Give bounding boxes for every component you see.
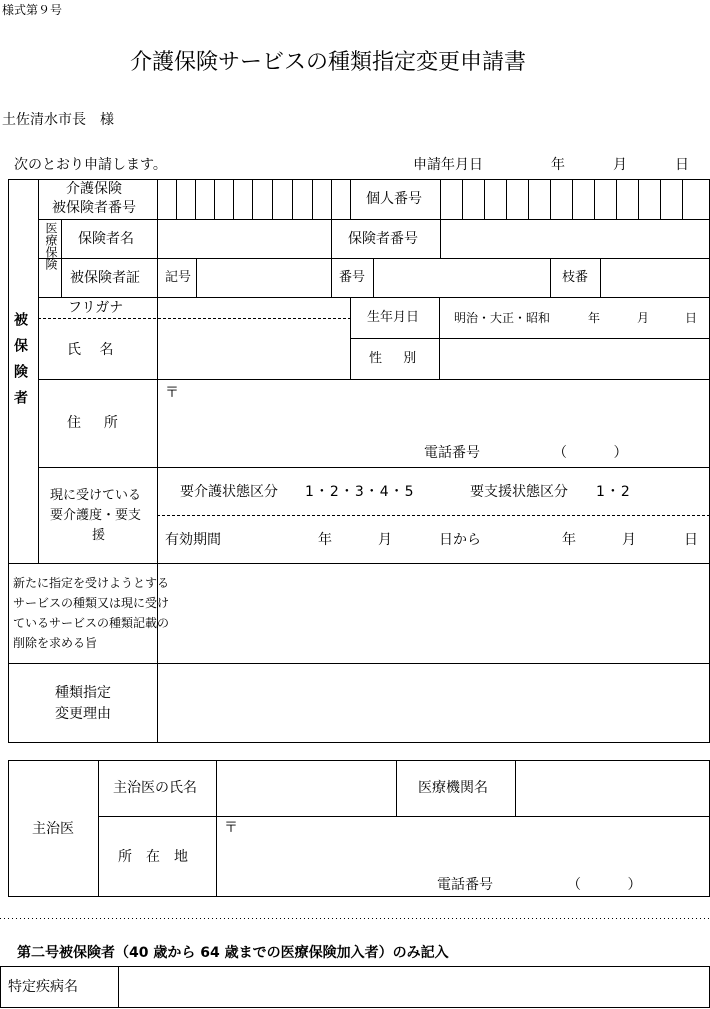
doctor-location-label: 所 在 地 <box>118 849 188 865</box>
page-title <box>130 50 710 75</box>
insurer-number-field[interactable] <box>441 220 709 258</box>
care-level-label-3: 援 <box>92 528 106 543</box>
my-number-label: 個人番号 <box>366 191 422 207</box>
furigana-label: フリガナ <box>68 300 124 316</box>
second-insured-note: 第二号被保険者（40 歳から 64 歳までの医療保険加入者）のみ記入 <box>17 945 449 961</box>
support-level-category-label: 要支援状態区分 <box>470 484 568 500</box>
care-level-category-label: 要介護状態区分 <box>180 484 278 500</box>
insured-tel-paren: （ ） <box>553 445 628 461</box>
care-level-label-1: 現に受けている <box>50 488 142 503</box>
medical-institution-label: 医療機関名 <box>418 780 488 796</box>
validity-to-month: 月 <box>622 532 636 548</box>
name-label: 氏 名 <box>67 342 114 358</box>
doctor-name-label: 主治医の氏名 <box>113 780 197 796</box>
sex-field[interactable] <box>440 339 709 379</box>
validity-from-day: 日から <box>439 532 481 548</box>
validity-to-day: 日 <box>684 532 698 548</box>
address-label: 住 所 <box>67 415 118 431</box>
kaigo-number-label-1: 介護保険 <box>66 181 122 197</box>
apply-date-day: 日 <box>675 157 689 173</box>
card-symbol-field[interactable] <box>197 259 331 297</box>
request-label-4: 削除を求める旨 <box>13 636 98 650</box>
birthdate-month: 月 <box>637 311 650 325</box>
form-number: 様式第９号 <box>2 3 63 17</box>
birthdate-year: 年 <box>588 311 601 325</box>
birthdate-label: 生年月日 <box>367 310 420 325</box>
request-field[interactable] <box>158 564 709 663</box>
care-level-options: 1・2・3・4・5 <box>305 484 415 500</box>
care-level-label-2: 要介護度・要支 <box>50 508 142 523</box>
apply-date-year: 年 <box>551 157 565 173</box>
name-field[interactable] <box>158 319 350 379</box>
validity-from-year: 年 <box>318 532 332 548</box>
card-number-label: 番号 <box>339 270 366 285</box>
intro-text: 次のとおり申請します。 <box>14 157 167 173</box>
request-label-1: 新たに指定を受けようとする <box>13 576 170 590</box>
specified-disease-field[interactable] <box>119 967 709 1007</box>
card-branch-label: 枝番 <box>562 270 589 285</box>
reason-field[interactable] <box>158 664 709 742</box>
reason-label-2: 変更理由 <box>55 706 111 722</box>
validity-from-month: 月 <box>378 532 392 548</box>
insurer-number-label: 保険者番号 <box>348 231 418 247</box>
doctor-name-field[interactable] <box>217 761 396 816</box>
medical-insurance-label: 医療保険 <box>44 222 58 270</box>
medical-institution-field[interactable] <box>516 761 709 816</box>
card-branch-field[interactable] <box>601 259 709 297</box>
doctor-section-label: 主治医 <box>32 821 74 837</box>
page-title-text: 介護保険サービスの種類指定変更申請書 <box>130 50 527 75</box>
apply-date-label: 申請年月日 <box>413 157 483 173</box>
insured-card-label: 被保険者証 <box>70 270 140 286</box>
insurer-name-label: 保険者名 <box>78 231 134 247</box>
birthdate-eras: 明治・大正・昭和 <box>454 311 551 325</box>
doctor-tel-label: 電話番号 <box>437 877 493 893</box>
insured-tel-label: 電話番号 <box>424 445 480 461</box>
sex-label: 性 別 <box>369 351 417 366</box>
support-level-options: 1・2 <box>596 484 631 500</box>
insurer-name-field[interactable] <box>158 220 331 258</box>
apply-date-month: 月 <box>613 157 627 173</box>
validity-to-year: 年 <box>562 532 576 548</box>
insured-section-label: 被保険者 <box>12 312 28 416</box>
addressee: 土佐清水市長 様 <box>2 112 114 128</box>
birthdate-day: 日 <box>685 311 698 325</box>
card-number-field[interactable] <box>374 259 550 297</box>
kaigo-number-label-2: 被保険者番号 <box>52 200 136 216</box>
address-postal-mark: 〒 <box>165 385 179 401</box>
specified-disease-label: 特定疾病名 <box>8 979 78 995</box>
validity-label: 有効期間 <box>165 532 221 548</box>
doctor-postal-mark: 〒 <box>224 820 238 836</box>
request-label-3: ているサービスの種類記載の <box>13 616 170 630</box>
card-symbol-label: 記号 <box>165 270 192 285</box>
reason-label-1: 種類指定 <box>55 685 111 701</box>
request-label-2: サービスの種類又は現に受け <box>13 596 170 610</box>
doctor-tel-paren: （ ） <box>567 877 642 893</box>
